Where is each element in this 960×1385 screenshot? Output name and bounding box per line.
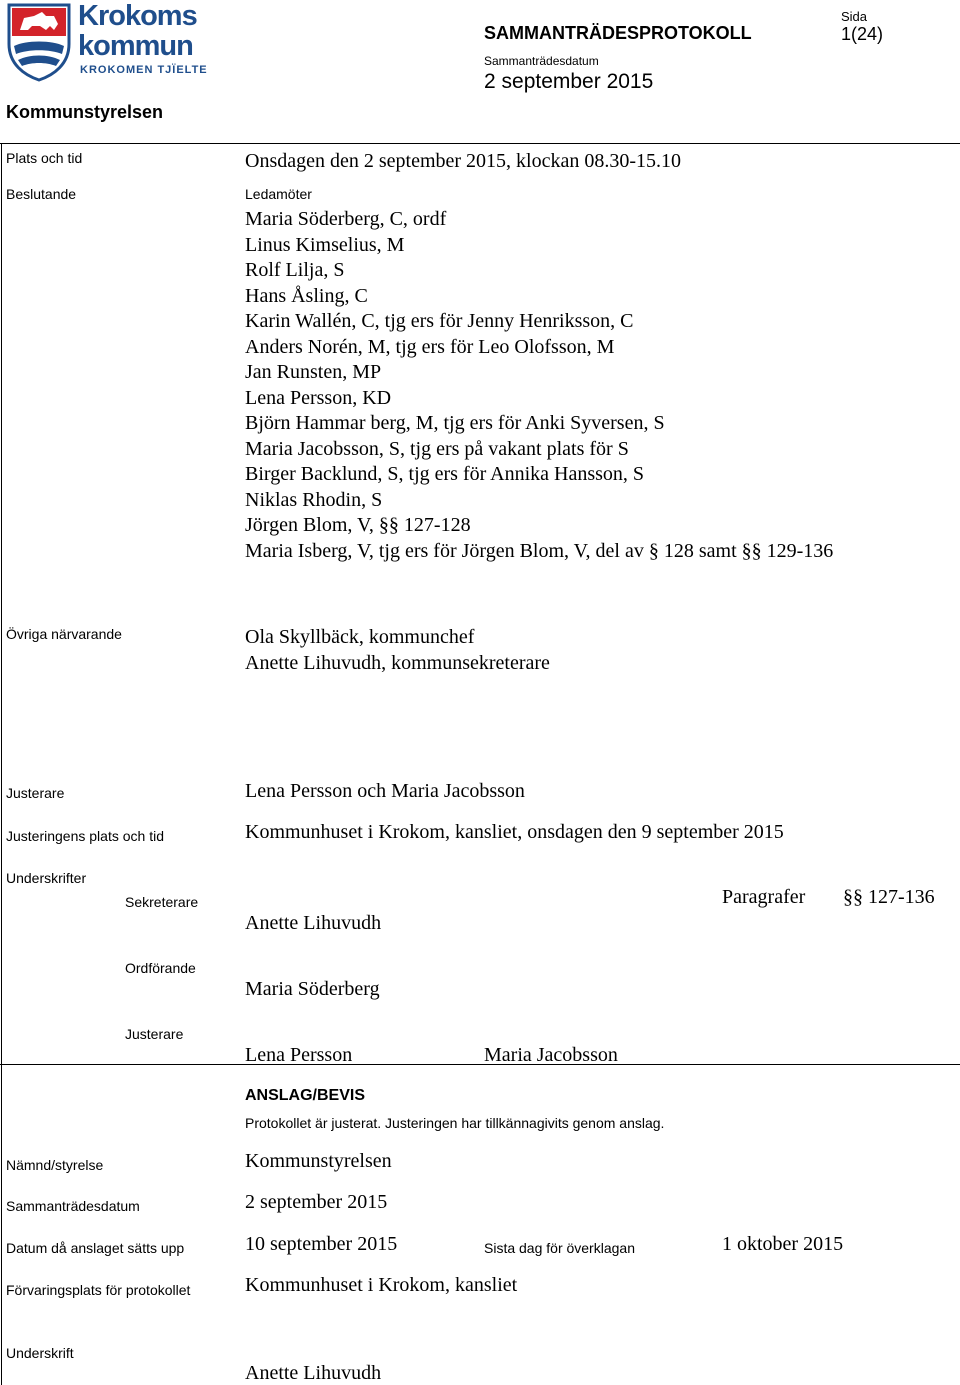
left-rule [1, 143, 2, 1385]
board-label: Nämnd/styrelse [6, 1157, 104, 1173]
member-item: Birger Backlund, S, tjg ers för Annika Hansson, S [245, 463, 645, 485]
notice-text: Protokollet är justerat. Justeringen har tillkännagivits genom anslag. [245, 1115, 665, 1131]
posted-date-label: Datum då anslaget sätts upp [6, 1240, 185, 1256]
chair-name: Maria Söderberg [245, 978, 380, 1000]
adjustment-place-label: Justeringens plats och tid [6, 828, 164, 844]
logo-line2: kommun [78, 30, 193, 62]
member-item: Jan Runsten, MP [245, 361, 382, 383]
place-value: Onsdagen den 2 september 2015, klockan 08.30-15.10 [245, 150, 682, 172]
members-heading: Ledamöter [245, 186, 312, 202]
adjusters-label: Justerare [6, 785, 65, 801]
adjusters-value: Lena Persson och Maria Jacobsson [245, 780, 525, 802]
member-item: Jörgen Blom, V, §§ 127-128 [245, 514, 471, 536]
others-item: Anette Lihuvudh, kommunsekreterare [245, 652, 550, 674]
notice-date-label: Sammanträdesdatum [6, 1198, 140, 1214]
member-item: Lena Persson, KD [245, 386, 392, 409]
member-item: Björn Hammar berg, M, tjg ers för Anki Syversen, S [245, 412, 665, 434]
notice-title: ANSLAG/BEVIS [245, 1087, 366, 1104]
logo-tagline: KROKOMEN TJÏELTE [80, 64, 208, 76]
paragraphs-label: Paragrafer [722, 886, 806, 908]
member-item: Niklas Rhodin, S [245, 488, 383, 511]
adjuster-2-name: Maria Jacobsson [484, 1044, 618, 1066]
adjustment-place-value: Kommunhuset i Krokom, kansliet, onsdagen den 9 september 2015 [245, 821, 784, 843]
member-item: Hans Åsling, C [245, 284, 368, 307]
posted-date-value: 10 september 2015 [245, 1233, 398, 1255]
member-item: Linus Kimselius, M [245, 233, 405, 256]
notice-date-value: 2 september 2015 [245, 1191, 388, 1213]
board-value: Kommunstyrelsen [245, 1150, 392, 1172]
signature-adjusters-label: Justerare [125, 1026, 184, 1042]
organization-name: Kommunstyrelsen [6, 102, 164, 122]
signature-name: Anette Lihuvudh [245, 1362, 382, 1384]
member-item: Maria Isberg, V, tjg ers för Jörgen Blom, V, del av § 128 samt §§ 129-136 [245, 539, 834, 562]
coat-of-arms-icon [6, 2, 72, 82]
members-list [245, 207, 833, 564]
document-title: SAMMANTRÄDESPROTOKOLL [484, 23, 752, 43]
logo [6, 0, 206, 80]
member-item: Anders Norén, M, tjg ers för Leo Olofsson, M [245, 335, 615, 358]
others-item: Ola Skyllbäck, kommunchef [245, 626, 475, 648]
secretary-name: Anette Lihuvudh [245, 912, 382, 934]
meeting-date-label: Sammanträdesdatum [484, 54, 599, 68]
place-label: Plats och tid [6, 150, 83, 166]
page-label: Sida [841, 9, 868, 24]
meeting-date: 2 september 2015 [484, 70, 654, 93]
storage-label: Förvaringsplats för protokollet [6, 1282, 191, 1298]
member-item: Maria Jacobsson, S, tjg ers på vakant plats för S [245, 437, 629, 460]
signature-label: Underskrift [6, 1345, 74, 1361]
signatures-label: Underskrifter [6, 870, 87, 886]
member-item: Rolf Lilja, S [245, 259, 345, 281]
signature-section-rule [0, 1064, 960, 1065]
others-label: Övriga närvarande [6, 626, 122, 642]
member-item: Maria Söderberg, C, ordf [245, 208, 447, 230]
secretary-label: Sekreterare [125, 894, 199, 910]
paragraphs-value: §§ 127-136 [843, 886, 935, 908]
appeal-deadline-label: Sista dag för överklagan [484, 1240, 635, 1256]
member-item: Karin Wallén, C, tjg ers för Jenny Henriksson, C [245, 310, 634, 332]
page-number: 1(24) [841, 24, 884, 44]
logo-line1: Krokoms [78, 0, 197, 32]
chair-label: Ordförande [125, 960, 196, 976]
appeal-deadline-value: 1 oktober 2015 [722, 1233, 844, 1255]
top-rule [0, 143, 960, 144]
decision-label: Beslutande [6, 186, 77, 202]
adjuster-1-name: Lena Persson [245, 1044, 353, 1066]
storage-value: Kommunhuset i Krokom, kansliet [245, 1274, 518, 1296]
